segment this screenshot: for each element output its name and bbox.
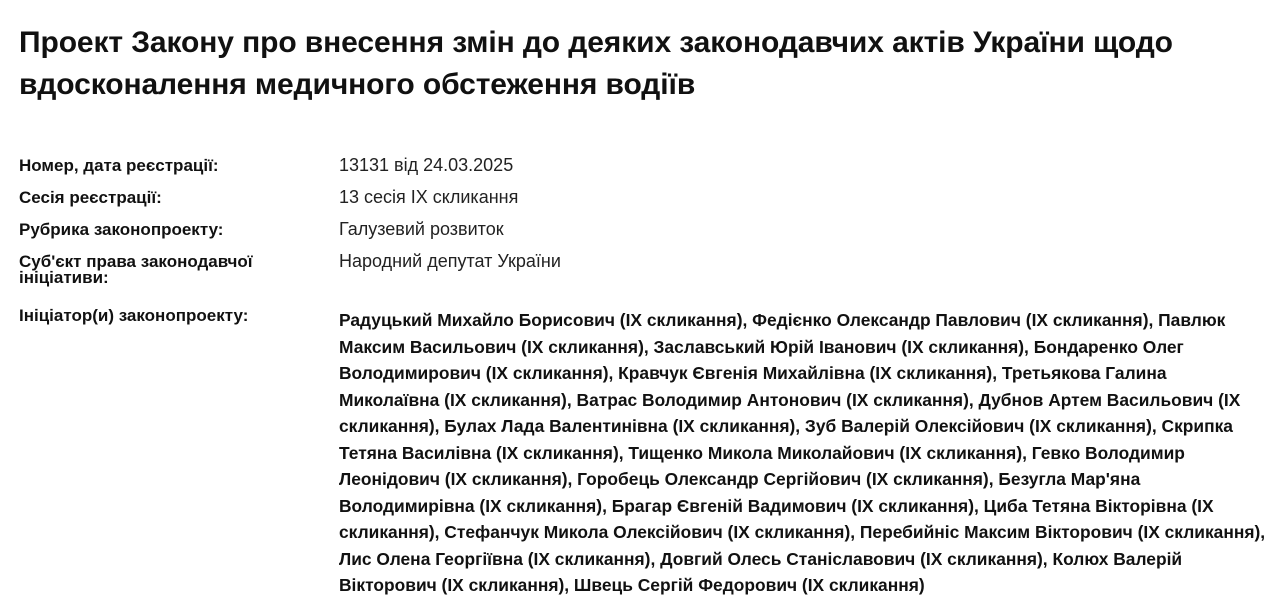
bill-details (19, 150, 1269, 599)
session-value: 13 сесія IX скликання (339, 187, 519, 207)
registration-row (19, 150, 1269, 182)
session-row (19, 182, 1269, 214)
rubric-row (19, 214, 1269, 246)
bill-title: Проект Закону про внесення змін до деяких законодавчих актів України щодо вдосконалення медичного обстеження водіїв (19, 26, 1173, 101)
initiators-label: Ініціатор(и) законопроекту: (19, 306, 249, 325)
initiators-list: Радуцький Михайло Борисович (IX скликання), Федієнко Олександр Павлович (IX скликання), Павлюк Максим Васильович (IX скликання), Заславський Юрій Іванович (IX скликання), Бондаренко Олег Володимирович (IX скликання), Кравчук Євгенія Михайлівна (IX скликання), Третьякова Галина Миколаївна (IX скликання), Ватрас Володимир Антонович (IX скликання), Дубнов Артем Васильович (IX скликання), Булах Лада Валентинівна (IX скликання), Зуб Валерій Олексійович (IX скликання), Скрипка Тетяна Василівна (IX скликання), Тищенко Микола Миколайович (IX скликання), Гевко Володимир Леонідович (IX скликання), Горобець Олександр Сергійович (IX скликання), Безугла Мар'яна Володимирівна (IX скликання), Брагар Євгеній Вадимович (IX скликання), Циба Тетяна Вікторівна (IX скликання), Стефанчук Микола Олексійович (IX скликання), Перебийніс Максим Вікторович (IX скликання), Лис Олена Георгіївна (IX скликання), Довгий Олесь Станіславович (IX скликання), Колюх Валерій Вікторович (IX скликання), Швець Сергій Федорович (IX скликання) (339, 310, 1266, 595)
rubric-value: Галузевий розвиток (339, 219, 504, 239)
subject-label: Суб'єкт права законодавчої ініціативи: (19, 252, 253, 287)
rubric-label: Рубрика законопроекту: (19, 220, 224, 239)
registration-label: Номер, дата реєстрації: (19, 156, 219, 175)
initiators-row (19, 302, 1269, 599)
subject-value: Народний депутат України (339, 251, 561, 271)
session-label: Сесія реєстрації: (19, 188, 162, 207)
subject-row (19, 246, 1269, 302)
registration-value: 13131 від 24.03.2025 (339, 155, 514, 175)
